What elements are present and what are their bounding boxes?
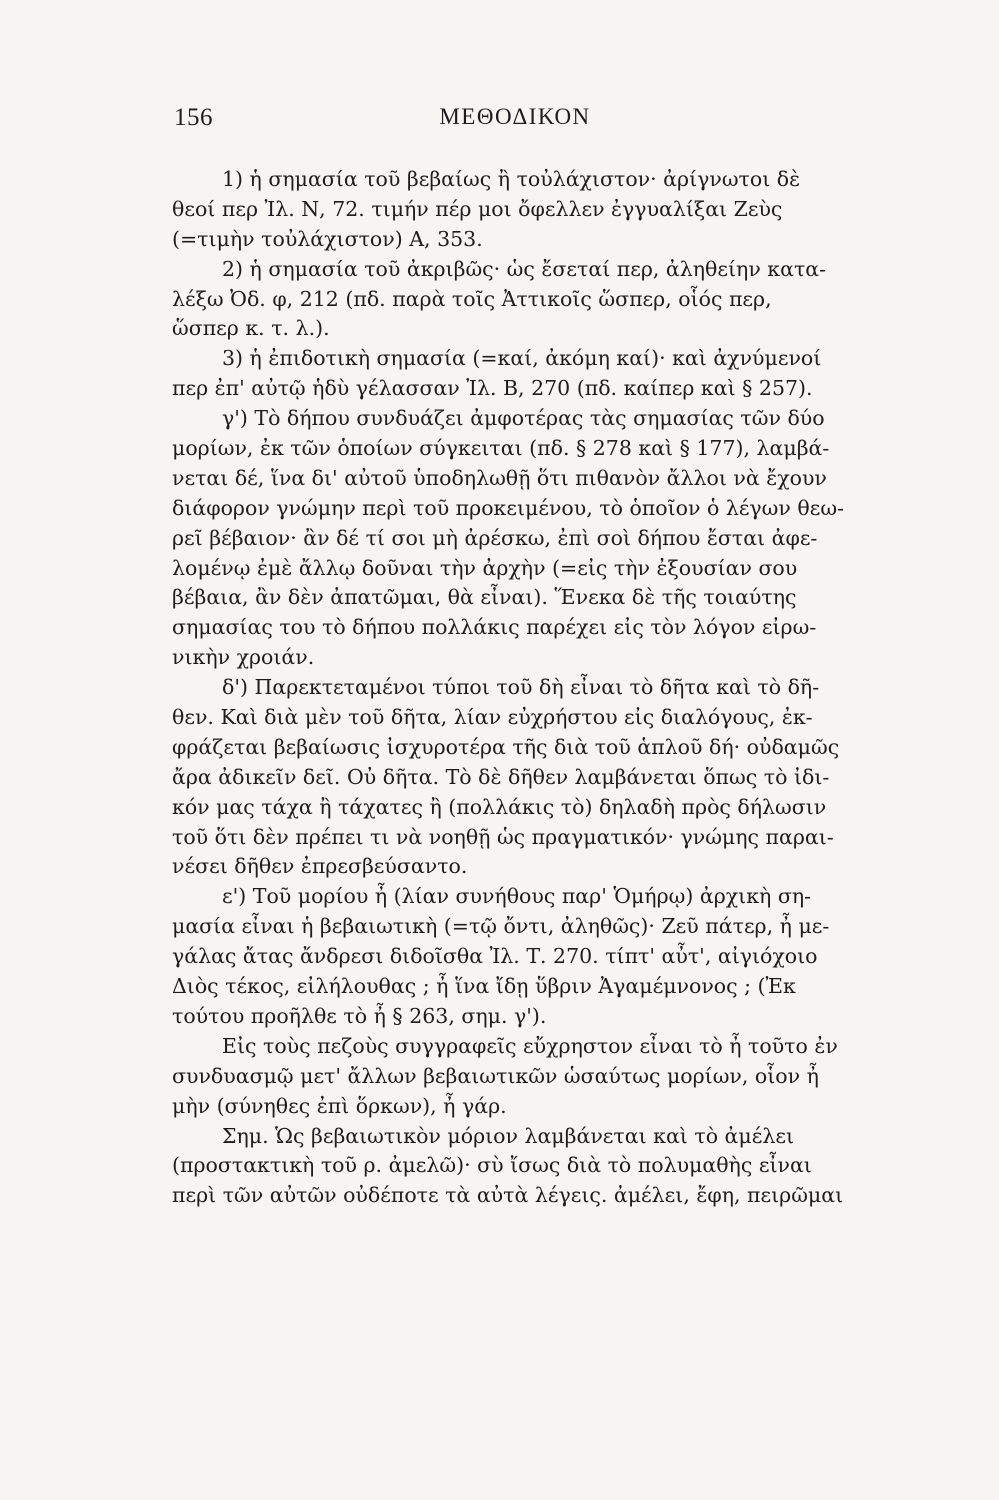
page-number: 156: [174, 104, 213, 131]
text-line: ε') Τοῦ μορίου ἦ (λίαν συνήθους παρ' Ὁμήρῳ) ἀρχικὴ ση-: [222, 884, 812, 909]
text-line: βέβαια, ἂν δὲν ἀπατῶμαι, θὰ εἶναι). Ἕνεκα δὲ τῆς τοιαύτης: [172, 585, 797, 610]
text-line: δ') Παρεκτεταμένοι τύποι τοῦ δὴ εἶναι τὸ δῆτα καὶ τὸ δῆ-: [222, 675, 820, 700]
text-line: διάφορον γνώμην περὶ τοῦ προκειμένου, τὸ ὁποῖον ὁ λέγων θεω-: [172, 495, 844, 520]
text-line: ρεῖ βέβαιον· ἂν δέ τί σοι μὴ ἀρέσκω, ἐπὶ σοὶ δήπου ἔσται ἀφε-: [172, 525, 818, 550]
text-line: περὶ τῶν αὐτῶν οὐδέποτε τὰ αὐτὰ λέγεις. ἀμέλει, ἔφη, πειρῶμαι: [172, 1183, 844, 1208]
text-line: λομένῳ ἐμὲ ἄλλῳ δοῦναι τὴν ἀρχὴν (=εἰς τὴν ἐξουσίαν σου: [172, 555, 798, 580]
text-line: γ') Τὸ δήπου συνδυάζει ἀμφοτέρας τὰς σημασίας τῶν δύο: [222, 406, 825, 431]
text-line: Εἰς τοὺς πεζοὺς συγγραφεῖς εὔχρηστον εἶναι τὸ ἦ τοῦτο ἐν: [222, 1033, 838, 1058]
text-line: (=τιμὴν τοὐλάχιστον) Α, 353.: [172, 226, 483, 251]
text-line: Διὸς τέκος, εἰλήλουθας ; ἦ ἵνα ἴδῃ ὕβριν Ἀγαμέμνονος ; (Ἐκ: [172, 974, 796, 999]
running-title: ΜΕΘΟΔΙΚΟΝ: [439, 104, 591, 129]
page-header: [170, 104, 860, 144]
text-line: θεοί περ Ἰλ. Ν, 72. τιμήν πέρ μοι ὄφελλεν ἐγγυαλίξαι Ζεὺς: [172, 196, 783, 221]
text-line: λέξω Ὀδ. φ, 212 (πδ. παρὰ τοῖς Ἀττικοῖς ὥσπερ, οἷός περ,: [172, 286, 772, 311]
text-line: Σημ. Ὡς βεβαιωτικὸν μόριον λαμβάνεται καὶ τὸ ἀμέλει: [222, 1123, 794, 1148]
text-line: ὥσπερ κ. τ. λ.).: [172, 316, 330, 341]
text-line: νέσει δῆθεν ἐπρεσβεύσαντο.: [172, 854, 468, 879]
text-line: μὴν (σύνηθες ἐπὶ ὅρκων), ἦ γάρ.: [172, 1093, 507, 1118]
text-line: τούτου προῆλθε τὸ ἦ § 263, σημ. γ').: [172, 1003, 547, 1028]
text-line: 2) ἡ σημασία τοῦ ἀκριβῶς· ὡς ἔσεταί περ, ἀληθείην κατα-: [222, 256, 827, 281]
text-line: ἄρα ἀδικεῖν δεῖ. Οὐ δῆτα. Τὸ δὲ δῆθεν λαμβάνεται ὅπως τὸ ἰδι-: [172, 764, 830, 789]
text-line: σημασίας του τὸ δήπου πολλάκις παρέχει εἰς τὸν λόγον εἰρω-: [172, 615, 817, 640]
text-line: τοῦ ὅτι δὲν πρέπει τι νὰ νοηθῇ ὡς πραγματικόν· γνώμης παραι-: [172, 824, 834, 849]
text-line: φράζεται βεβαίωσις ἰσχυροτέρα τῆς διὰ τοῦ ἁπλοῦ δή· οὐδαμῶς: [172, 734, 840, 759]
text-line: συνδυασμῷ μετ' ἄλλων βεβαιωτικῶν ὡσαύτως μορίων, οἷον ἦ: [172, 1063, 819, 1088]
text-line: 3) ἡ ἐπιδοτικὴ σημασία (=καί, ἀκόμη καί)· καὶ ἀχνύμενοί: [222, 346, 822, 371]
text-line: περ ἐπ' αὐτῷ ἡδὺ γέλασσαν Ἰλ. Β, 270 (πδ. καίπερ καὶ § 257).: [172, 376, 813, 401]
text-line: νεται δέ, ἵνα δι' αὐτοῦ ὑποδηλωθῇ ὅτι πιθανὸν ἄλλοι νὰ ἔχουν: [172, 465, 827, 490]
text-line: θεν. Καὶ διὰ μὲν τοῦ δῆτα, λίαν εὐχρήστου εἰς διαλόγους, ἐκ-: [172, 705, 813, 730]
text-line: νικὴν χροιάν.: [172, 645, 315, 670]
text-line: γάλας ἄτας ἄνδρεσι διδοῖσθα Ἰλ. Τ. 270. τίπτ' αὖτ', αἰγιόχοιο: [172, 944, 818, 969]
text-line: κόν μας τάχα ἢ τάχατες ἢ (πολλάκις τὸ) δηλαδὴ πρὸς δήλωσιν: [172, 794, 827, 819]
text-line: μασία εἶναι ἡ βεβαιωτικὴ (=τῷ ὄντι, ἀληθῶς)· Ζεῦ πάτερ, ἦ με-: [172, 914, 830, 939]
text-line: 1) ἡ σημασία τοῦ βεβαίως ἢ τοὐλάχιστον· ἀρίγνωτοι δὲ: [222, 167, 801, 191]
body-text: [172, 165, 912, 1211]
text-line: (προστακτικὴ τοῦ ρ. ἀμελῶ)· σὺ ἴσως διὰ τὸ πολυμαθὴς εἶναι: [172, 1153, 812, 1178]
text-line: μορίων, ἐκ τῶν ὁποίων σύγκειται (πδ. § 278 καὶ § 177), λαμβά-: [172, 436, 830, 461]
